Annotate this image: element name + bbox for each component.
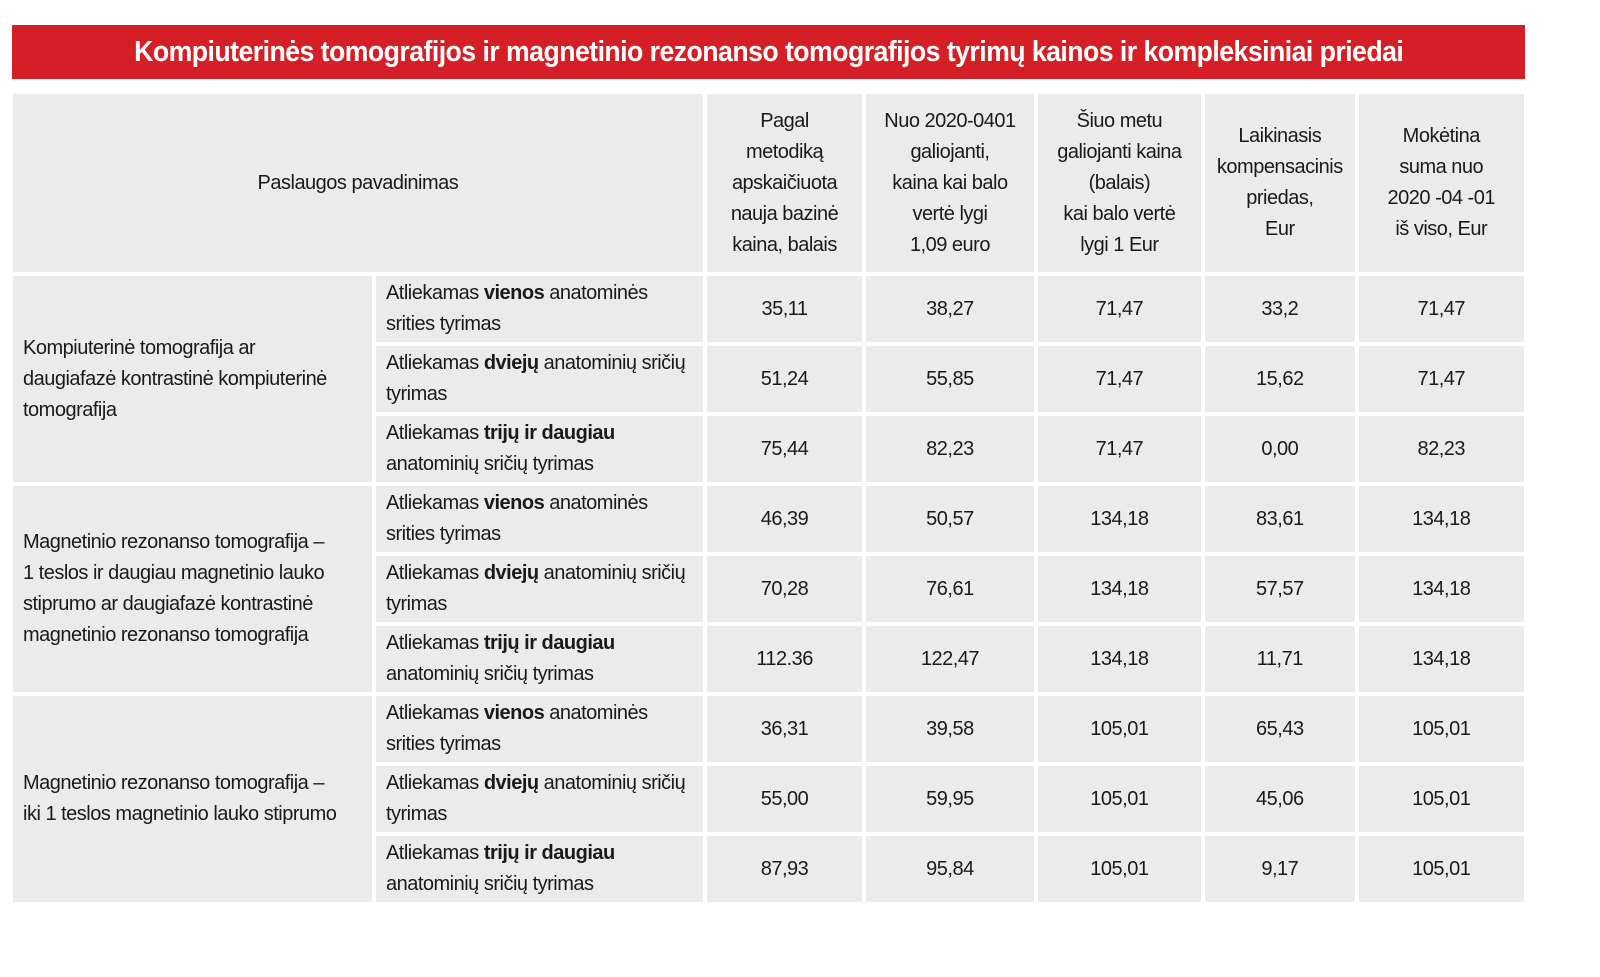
price-table bbox=[9, 90, 1528, 906]
value-current-price: 134,18 bbox=[1038, 556, 1201, 622]
value-price-from-2020: 82,23 bbox=[866, 416, 1033, 482]
value-total-payable: 134,18 bbox=[1359, 486, 1525, 552]
value-base-price: 75,44 bbox=[707, 416, 862, 482]
value-current-price: 134,18 bbox=[1038, 486, 1201, 552]
value-total-payable: 82,23 bbox=[1359, 416, 1525, 482]
header-total-payable: Mokėtina suma nuo 2020 -04 -01 iš viso, Eur bbox=[1359, 94, 1525, 272]
value-price-from-2020: 50,57 bbox=[866, 486, 1033, 552]
subitem-two-areas: Atliekamas dviejų anatominių sričių tyrimas bbox=[376, 556, 703, 622]
header-base-price: Pagal metodiką apskaičiuota nauja bazinė kaina, balais bbox=[707, 94, 862, 272]
value-base-price: 35,11 bbox=[707, 276, 862, 342]
table-row bbox=[13, 486, 1524, 552]
value-compensation: 57,57 bbox=[1205, 556, 1354, 622]
value-compensation: 45,06 bbox=[1205, 766, 1354, 832]
value-base-price: 112.36 bbox=[707, 626, 862, 692]
title-banner bbox=[12, 25, 1525, 79]
value-total-payable: 105,01 bbox=[1359, 766, 1525, 832]
value-total-payable: 105,01 bbox=[1359, 696, 1525, 762]
subitem-one-area: Atliekamas vienos anatominės srities tyrimas bbox=[376, 696, 703, 762]
value-price-from-2020: 55,85 bbox=[866, 346, 1033, 412]
value-base-price: 46,39 bbox=[707, 486, 862, 552]
value-base-price: 55,00 bbox=[707, 766, 862, 832]
value-compensation: 65,43 bbox=[1205, 696, 1354, 762]
value-total-payable: 71,47 bbox=[1359, 276, 1525, 342]
subitem-two-areas: Atliekamas dviejų anatominių sričių tyrimas bbox=[376, 766, 703, 832]
table-row bbox=[13, 276, 1524, 342]
subitem-three-plus-areas: Atliekamas trijų ir daugiau anatominių sričių tyrimas bbox=[376, 836, 703, 902]
value-base-price: 70,28 bbox=[707, 556, 862, 622]
value-current-price: 71,47 bbox=[1038, 416, 1201, 482]
value-current-price: 105,01 bbox=[1038, 696, 1201, 762]
value-compensation: 9,17 bbox=[1205, 836, 1354, 902]
header-row bbox=[13, 94, 1524, 272]
header-current-price: Šiuo metu galiojanti kaina (balais) kai balo vertė lygi 1 Eur bbox=[1038, 94, 1201, 272]
value-price-from-2020: 95,84 bbox=[866, 836, 1033, 902]
value-current-price: 71,47 bbox=[1038, 276, 1201, 342]
subitem-one-area: Atliekamas vienos anatominės srities tyrimas bbox=[376, 276, 703, 342]
subitem-three-plus-areas: Atliekamas trijų ir daugiau anatominių sričių tyrimas bbox=[376, 416, 703, 482]
value-base-price: 51,24 bbox=[707, 346, 862, 412]
group-name-mri-under-1t: Magnetinio rezonanso tomografija – iki 1 teslos magnetinio lauko stiprumo bbox=[13, 696, 372, 902]
value-price-from-2020: 122,47 bbox=[866, 626, 1033, 692]
header-service-name: Paslaugos pavadinimas bbox=[13, 94, 703, 272]
value-base-price: 36,31 bbox=[707, 696, 862, 762]
subitem-three-plus-areas: Atliekamas trijų ir daugiau anatominių sričių tyrimas bbox=[376, 626, 703, 692]
group-name-mri-1t-plus: Magnetinio rezonanso tomografija – 1 teslos ir daugiau magnetinio lauko stiprumo ar daugiafazė kontrastinė magnetinio rezonanso tomografija bbox=[13, 486, 372, 692]
value-price-from-2020: 76,61 bbox=[866, 556, 1033, 622]
value-total-payable: 71,47 bbox=[1359, 346, 1525, 412]
value-total-payable: 134,18 bbox=[1359, 556, 1525, 622]
value-total-payable: 134,18 bbox=[1359, 626, 1525, 692]
value-base-price: 87,93 bbox=[707, 836, 862, 902]
table-title: Kompiuterinės tomografijos ir magnetinio rezonanso tomografijos tyrimų kainos ir kompleksiniai priedai bbox=[133, 35, 1404, 68]
group-name-ct: Kompiuterinė tomografija ar daugiafazė kontrastinė kompiuterinė tomografija bbox=[13, 276, 372, 482]
value-compensation: 15,62 bbox=[1205, 346, 1354, 412]
value-current-price: 71,47 bbox=[1038, 346, 1201, 412]
header-compensation: Laikinasis kompensacinis priedas, Eur bbox=[1205, 94, 1354, 272]
value-compensation: 33,2 bbox=[1205, 276, 1354, 342]
value-current-price: 105,01 bbox=[1038, 836, 1201, 902]
value-compensation: 11,71 bbox=[1205, 626, 1354, 692]
top-strip bbox=[0, 0, 1600, 8]
value-price-from-2020: 59,95 bbox=[866, 766, 1033, 832]
value-price-from-2020: 38,27 bbox=[866, 276, 1033, 342]
value-current-price: 105,01 bbox=[1038, 766, 1201, 832]
value-compensation: 83,61 bbox=[1205, 486, 1354, 552]
header-price-from-2020: Nuo 2020-0401 galiojanti, kaina kai balo vertė lygi 1,09 euro bbox=[866, 94, 1033, 272]
value-current-price: 134,18 bbox=[1038, 626, 1201, 692]
value-compensation: 0,00 bbox=[1205, 416, 1354, 482]
subitem-one-area: Atliekamas vienos anatominės srities tyrimas bbox=[376, 486, 703, 552]
value-total-payable: 105,01 bbox=[1359, 836, 1525, 902]
table-row bbox=[13, 696, 1524, 762]
subitem-two-areas: Atliekamas dviejų anatominių sričių tyrimas bbox=[376, 346, 703, 412]
value-price-from-2020: 39,58 bbox=[866, 696, 1033, 762]
